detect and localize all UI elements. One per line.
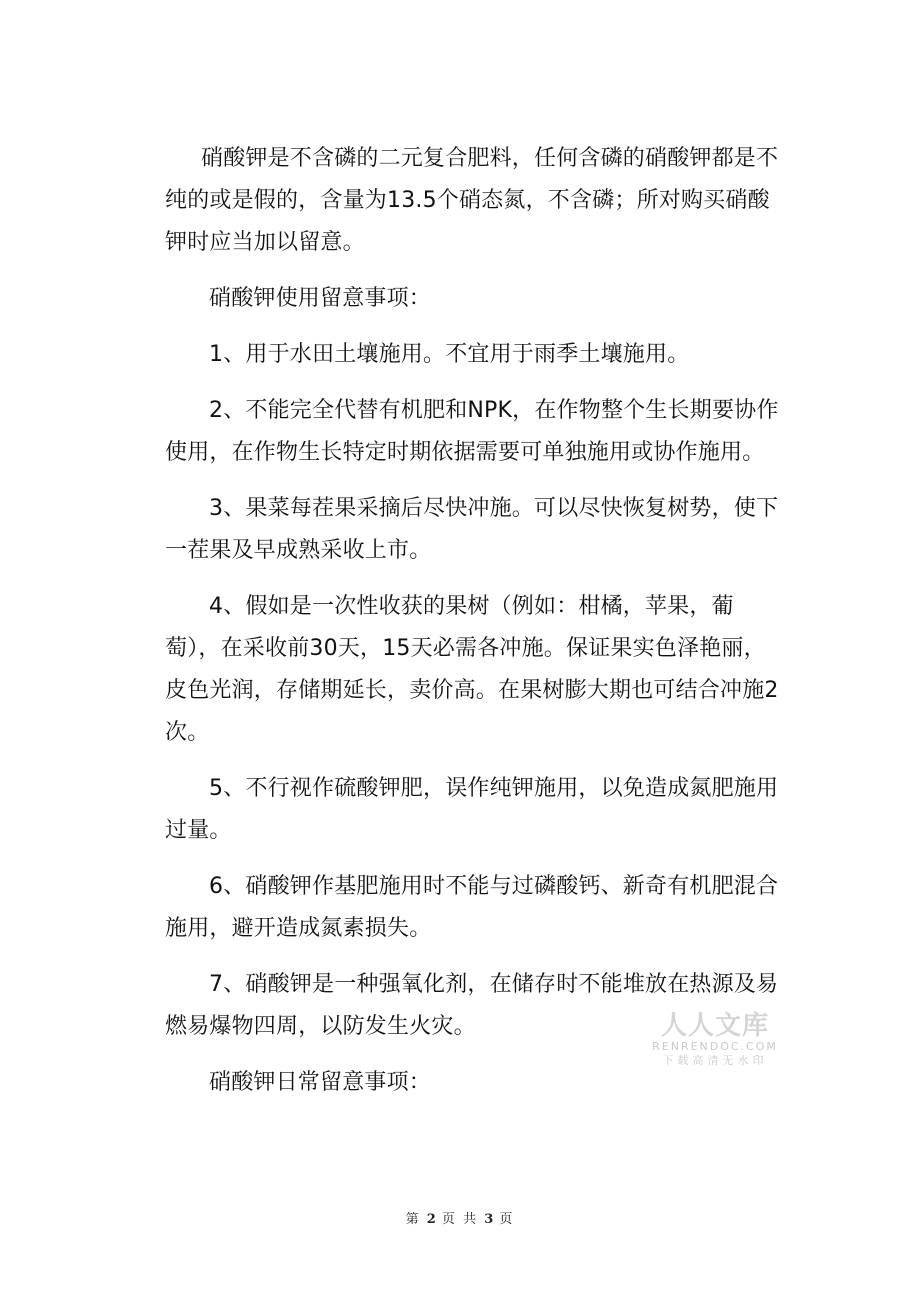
footer-prefix: 第 [405,1212,421,1227]
footer-total-pages: 3 [484,1212,494,1227]
list-item: 6、硝酸钾作基肥施用时不能与过磷酸钙、新奇有机肥混合施用，避开造成氮素损失。 [165,874,779,941]
footer-suffix: 页 [499,1212,515,1227]
watermark-domain: RENRENDOC.COM [652,1040,778,1053]
footer-middle: 页 共 [441,1212,479,1227]
page-footer [0,1208,920,1227]
footer-current-page: 2 [426,1212,436,1227]
list-item: 7、硝酸钾是一种强氧化剂，在储存时不能堆放在热源及易燃易爆物四周，以防发生火灾。 [165,972,779,1039]
list-item: 1、用于水田土壤施用。不宜用于雨季土壤施用。 [209,342,690,367]
watermark-logo: 人人文库 [660,1011,769,1041]
section-heading-daily: 硝酸钾日常留意事项： [209,1070,432,1095]
watermark-slogan: 下载高清无水印 [662,1054,768,1067]
paragraph-intro: 硝酸钾是不含磷的二元复合肥料，任何含磷的硝酸钾都是不纯的或是假的，含量为13.5个硝态氮，不含磷；所对购买硝酸钾时应当加以留意。 [165,146,779,255]
list-item: 4、假如是一次性收获的果树（例如：柑橘，苹果，葡萄），在采收前30天，15天必需各冲施。保证果实色泽艳丽，皮色光润，存储期延长，卖价高。在果树膨大期也可结合冲施2次。 [165,594,779,745]
list-item: 2、不能完全代替有机肥和NPK，在作物整个生长期要协作使用，在作物生长特定时期依据需要可单独施用或协作施用。 [165,398,779,465]
document-body [165,138,785,1118]
list-item: 5、不行视作硫酸钾肥，误作纯钾施用，以免造成氮肥施用过量。 [165,776,779,843]
section-heading-usage: 硝酸钾使用留意事项： [209,286,432,311]
list-item: 3、果菜每茬果采摘后尽快冲施。可以尽快恢复树势，使下一茬果及早成熟采收上市。 [165,496,779,563]
